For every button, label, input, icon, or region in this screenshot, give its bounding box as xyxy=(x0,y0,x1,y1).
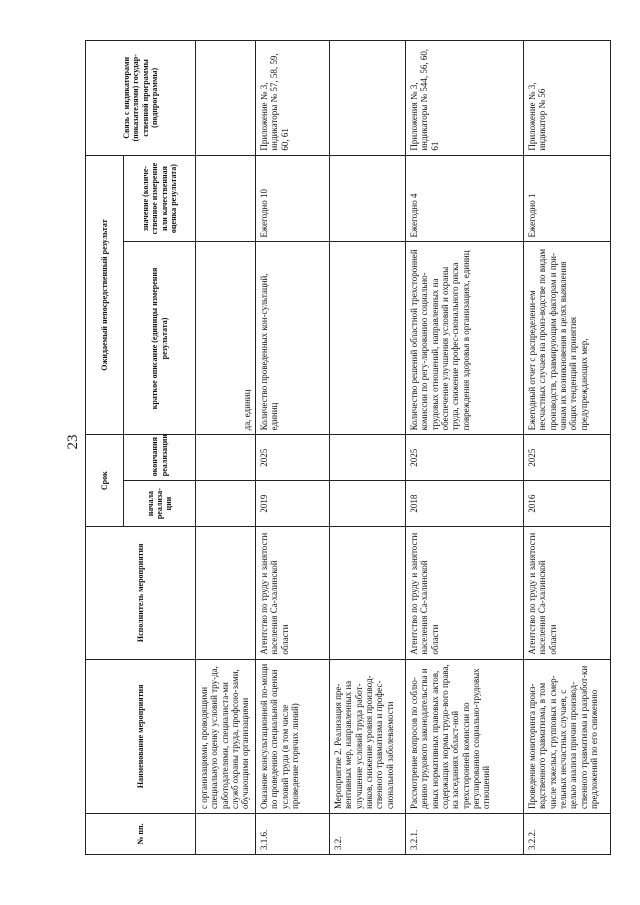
table-row xyxy=(524,41,611,855)
cell-end: 2025 xyxy=(524,435,611,481)
cell-name: с организациями, проводящими специальную оценку условий тру-да, работодателями, специалиста-ми служб охраны труда, профсою-зами, обучающими организациями xyxy=(196,659,256,813)
cell-end xyxy=(330,435,406,481)
cell-num: 3.1.6. xyxy=(256,814,330,855)
cell-result-value: Ежегодно 1 xyxy=(524,155,611,242)
cell-result-desc: Количество проведенных кон-сультаций, единиц xyxy=(256,242,330,435)
cell-result-value: Ежегодно 4 xyxy=(406,155,524,242)
header-result: Ожидаемый непосредственный результат xyxy=(86,155,124,435)
cell-executor: Агентство по труду и занятости населения Са-халинской области xyxy=(524,527,611,660)
header-link: Связь с индикаторами (показателями) государ-ственной программы (подпрограммы) xyxy=(86,41,196,156)
cell-num: 3.2.2. xyxy=(524,814,611,855)
cell-result-value xyxy=(196,155,256,242)
table-row xyxy=(330,41,406,855)
header-term: Срок xyxy=(86,435,124,527)
cell-name: Оказание консультационной по-мощи по проведению специальной оценки условий труда (в том числе проведение горячих линий) xyxy=(256,659,330,813)
cell-link xyxy=(330,41,406,156)
cell-num: 3.2.1. xyxy=(406,814,524,855)
cell-num: 3.2. xyxy=(330,814,406,855)
cell-link xyxy=(196,41,256,156)
cell-executor xyxy=(196,527,256,660)
cell-name: Проведение мониторинга произ-водственного травматизма, в том числе тяжелых, групповых и смер-тельных несчастных случаев, с целью анализа причин производ-ственного травматизма и разработ-ки предложений по его снижению xyxy=(524,659,611,813)
cell-link: Приложение № 3, индикаторы № 57, 58, 59, 60, 61 xyxy=(256,41,330,156)
header-row-1 xyxy=(86,41,124,855)
cell-start xyxy=(330,481,406,527)
header-num: № пп. xyxy=(86,814,196,855)
cell-executor xyxy=(330,527,406,660)
table-row xyxy=(196,41,256,855)
header-name: Наименование мероприятия xyxy=(86,659,196,813)
cell-start: 2016 xyxy=(524,481,611,527)
cell-executor: Агентство по труду и занятости населения Са-халинской области xyxy=(406,527,524,660)
cell-result-desc: Количество решений областной трехсторонней комиссии по регу-лированию социально-трудовых отношений, направленных на обеспечение улучшения условий и охраны труда, снижение профес-сионального риска повреждения здоровья в организациях, единиц xyxy=(406,242,524,435)
cell-result-value: Ежегодно 10 xyxy=(256,155,330,242)
header-result-value: значение (количе-ственное измерение или качественная оценка результата) xyxy=(124,155,196,242)
page-number: 23 xyxy=(65,434,81,450)
header-executor: Исполнитель мероприятия xyxy=(86,527,196,660)
cell-end xyxy=(196,435,256,481)
cell-start xyxy=(196,481,256,527)
cell-result-value xyxy=(330,155,406,242)
cell-num xyxy=(196,814,256,855)
cell-end: 2025 xyxy=(406,435,524,481)
header-start: начала реализа-ции xyxy=(124,481,196,527)
header-result-desc: краткое описание (единицы измерения результата) xyxy=(124,242,196,435)
cell-executor: Агентство по труду и занятости населения Са-халинской области xyxy=(256,527,330,660)
cell-result-desc xyxy=(330,242,406,435)
cell-start: 2018 xyxy=(406,481,524,527)
measures-table xyxy=(85,40,611,855)
table-row xyxy=(256,41,330,855)
header-end: окончания реализации xyxy=(124,435,196,481)
cell-result-desc: да, единиц xyxy=(196,242,256,435)
cell-link: Приложение № 3, индикатор № 56 xyxy=(524,41,611,156)
rotated-table-container xyxy=(85,40,610,855)
table-row xyxy=(406,41,524,855)
cell-name: Мероприятие 2. Реализация пре-вентивных мер, направленных на улучшение условий труда работ-ников, снижение уровня производ-ственного травматизма и профес-сиональной заболеваемости xyxy=(330,659,406,813)
cell-result-desc: Ежегодный отчет с распределени-ем несчастных случаев на произ-водстве по видам производств, травмирующим факторам и при-чинам их возникновения в целях выявления общих тенденций и принятия предупреждающих мер, xyxy=(524,242,611,435)
cell-link: Приложения № 3, индикаторы № 544, 56, 60, 61 xyxy=(406,41,524,156)
cell-end: 2025 xyxy=(256,435,330,481)
cell-name: Рассмотрение вопросов по соблю-дению трудового законодательства и иных нормативных правовых актов, содержащих нормы трудо-вого права, на заседаниях област-ной трехсторонней комиссии по регулированию социально-трудовых отношений xyxy=(406,659,524,813)
cell-start: 2019 xyxy=(256,481,330,527)
